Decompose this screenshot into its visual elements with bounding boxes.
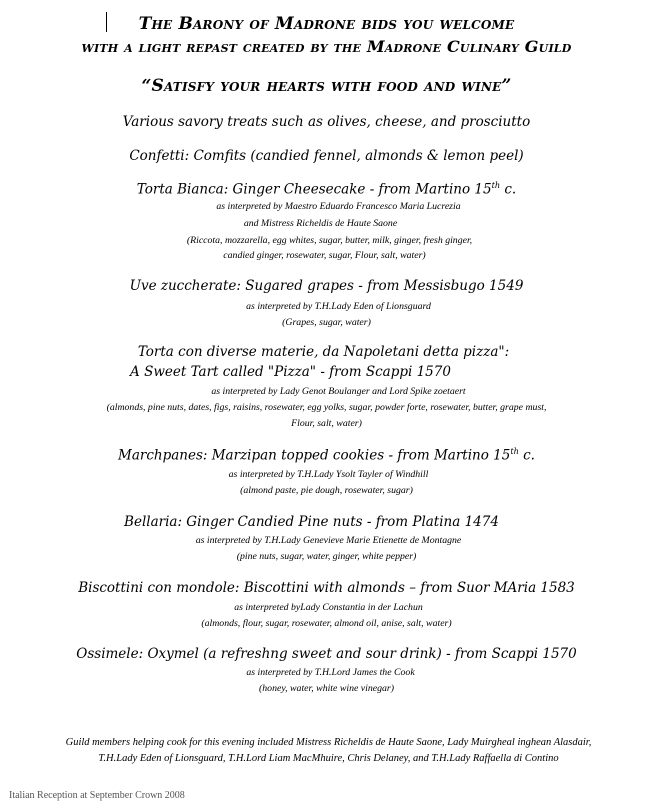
item-torta-diverse-credit: as interpreted by Lady Genot Boulanger and Lord Spike zoetaert [211, 386, 466, 397]
item-biscottini-credit: as interpreted byLady Constantia in der Lachun [234, 602, 423, 613]
guild-members-text: Guild members helping cook for this evening included Mistress Richeldis de Haute Saone, Lady Muirgheal inghean Alasdair, [65, 737, 592, 748]
item-torta-bianca-ingredients-2: candied ginger, rosewater, sugar, Flour, salt, water) [223, 250, 426, 261]
item-uve-zuccherate-credit: as interpreted by T.H.Lady Eden of Lionsguard [246, 301, 431, 312]
item-torta-bianca-credit-2: and Mistress Richeldis de Haute Saone [243, 218, 398, 229]
item-savory-treats: Various savory treats such as olives, cheese, and prosciutto [122, 114, 531, 130]
item-ossimele-title: Ossimele: Oxymel (a refreshng sweet and sour drink) - from Scappi 1570 [76, 646, 577, 662]
item-biscottini-title: Biscottini con mondole: Biscottini with almonds – from Suor MAria 1583 [78, 580, 575, 596]
item-confetti: Confetti: Comfits (candied fennel, almonds & lemon peel) [129, 148, 524, 164]
item-marchpanes-title [0, 446, 653, 464]
item-bellaria-credit: as interpreted by T.H.Lady Genevieve Marie Etienette de Montagne [195, 535, 462, 546]
item-torta-diverse-ingredients: (almonds, pine nuts, dates, figs, raisins, rosewater, egg yolks, sugar, powder forte, rosewater, butter, grape must, [106, 402, 547, 413]
item-torta-bianca-ingredients: (Riccota, mozzarella, egg whites, sugar, butter, milk, ginger, fresh ginger, [186, 235, 473, 246]
welcome-heading: The Barony of Madrone bids you welcome [138, 14, 515, 34]
item-title-text: Marchpanes: Marzipan topped cookies - from Martino 15 [118, 447, 511, 464]
item-biscottini-ingredients: (almonds, flour, sugar, rosewater, almond oil, anise, salt, water) [201, 618, 452, 629]
item-torta-diverse-ingredients-2: Flour, salt, water) [291, 418, 362, 429]
guild-members-text-2: T.H.Lady Eden of Lionsguard, T.H.Lord Liam MacMhuire, Chris Delaney, and T.H.Lady Raffaella di Contino [98, 753, 559, 764]
ordinal-suffix: th [491, 180, 501, 190]
item-ossimele-credit: as interpreted by T.H.Lord James the Cook [246, 667, 415, 678]
item-bellaria-title: Bellaria: Ginger Candied Pine nuts - from Platina 1474 [124, 514, 499, 530]
item-uve-zuccherate-title: Uve zuccherate: Sugared grapes - from Messisbugo 1549 [129, 278, 524, 294]
item-title-text: Torta Bianca: Ginger Cheesecake - from Martino 15 [136, 181, 492, 198]
item-torta-diverse-title: Torta con diverse materie, da Napoletani detta pizza": [137, 344, 510, 360]
item-torta-diverse-title-2: A Sweet Tart called "Pizza" - from Scappi 1570 [130, 364, 451, 380]
item-title-end: c. [518, 447, 535, 464]
ordinal-suffix: th [510, 446, 519, 456]
item-marchpanes-credit: as interpreted by T.H.Lady Ysolt Tayler of Windhill [228, 469, 429, 480]
page-footer: Italian Reception at September Crown 2008 [9, 790, 185, 801]
item-title-end: c. [500, 181, 517, 198]
item-ossimele-ingredients: (honey, water, white wine vinegar) [259, 683, 394, 694]
item-torta-bianca-credit: as interpreted by Maestro Eduardo Francesco Maria Lucrezia [216, 201, 461, 212]
item-marchpanes-ingredients: (almond paste, pie dough, rosewater, sugar) [240, 485, 413, 496]
theme-heading: “Satisfy your hearts with food and wine” [141, 76, 512, 96]
item-torta-bianca-title [0, 180, 653, 198]
item-bellaria-ingredients: (pine nuts, sugar, water, ginger, white pepper) [236, 551, 417, 562]
item-uve-zuccherate-ingredients: (Grapes, sugar, water) [282, 317, 371, 328]
welcome-subheading: with a light repast created by the Madrone Culinary Guild [81, 37, 572, 56]
